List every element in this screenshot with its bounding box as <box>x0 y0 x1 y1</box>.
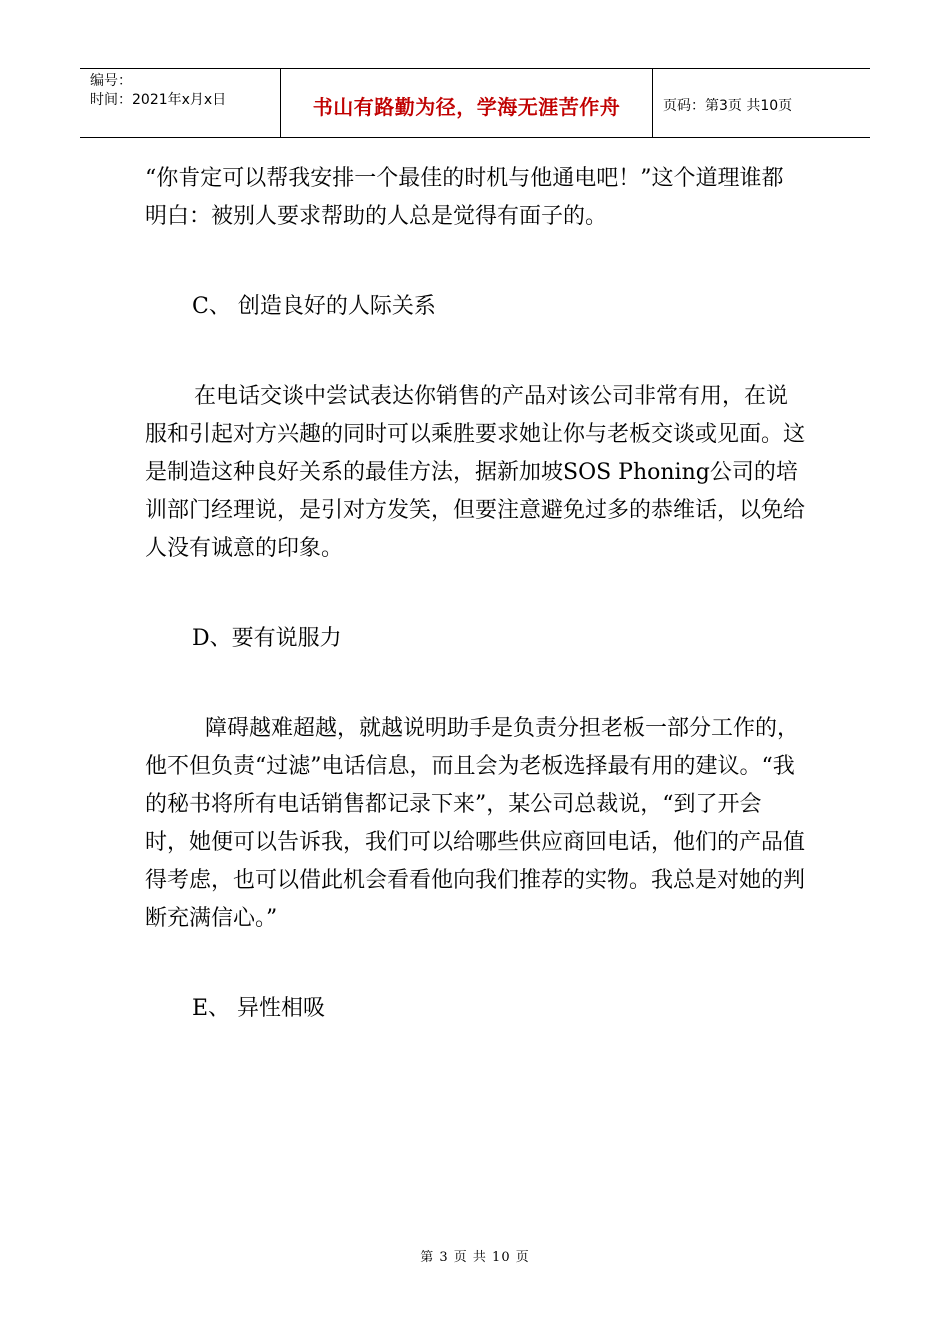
paragraph-1: “你肯定可以帮我安排一个最佳的时机与他通电吧！”这个道理谁都明白：被别人要求帮助的人总是觉得有面子的。 <box>145 166 784 229</box>
page-footer: 第 3 页 共 10 页 <box>420 1250 530 1265</box>
document-body <box>145 160 805 1028</box>
paragraph-3: 障碍越难超越，就越说明助手是负责分担老板一部分工作的，他不但负责“过滤”电话信息，而且会为老板选择最有用的建议。“我的秘书将所有电话销售都记录下来”，某公司总裁说，“到了开会时，她便可以告诉我，我们可以给哪些供应商回电话，他们的产品值得考虑，也可以借此机会看看他向我们推荐的实物。我总是对她的判断充满信心。” <box>145 716 806 931</box>
date-label: 时间：2021年x月x日 <box>90 92 227 108</box>
header-meta <box>80 69 281 137</box>
number-label: 编号： <box>90 73 132 89</box>
heading-e: E、 异性相吸 <box>192 996 326 1021</box>
heading-c: C、 创造良好的人际关系 <box>192 294 436 319</box>
header-motto: 书山有路勤为径，学海无涯苦作舟 <box>281 69 653 137</box>
header-page-info: 页码：第3页 共10页 <box>663 98 793 114</box>
heading-d: D、要有说服力 <box>192 626 342 651</box>
document-header <box>80 68 870 138</box>
paragraph-2: 在电话交谈中尝试表达你销售的产品对该公司非常有用，在说服和引起对方兴趣的同时可以乘胜要求她让你与老板交谈或见面。这是制造这种良好关系的最佳方法，据新加坡SOS Phoning公司的培训部门经理说，是引对方发笑，但要注意避免过多的恭维话，以免给人没有诚意的印象。 <box>145 384 806 561</box>
